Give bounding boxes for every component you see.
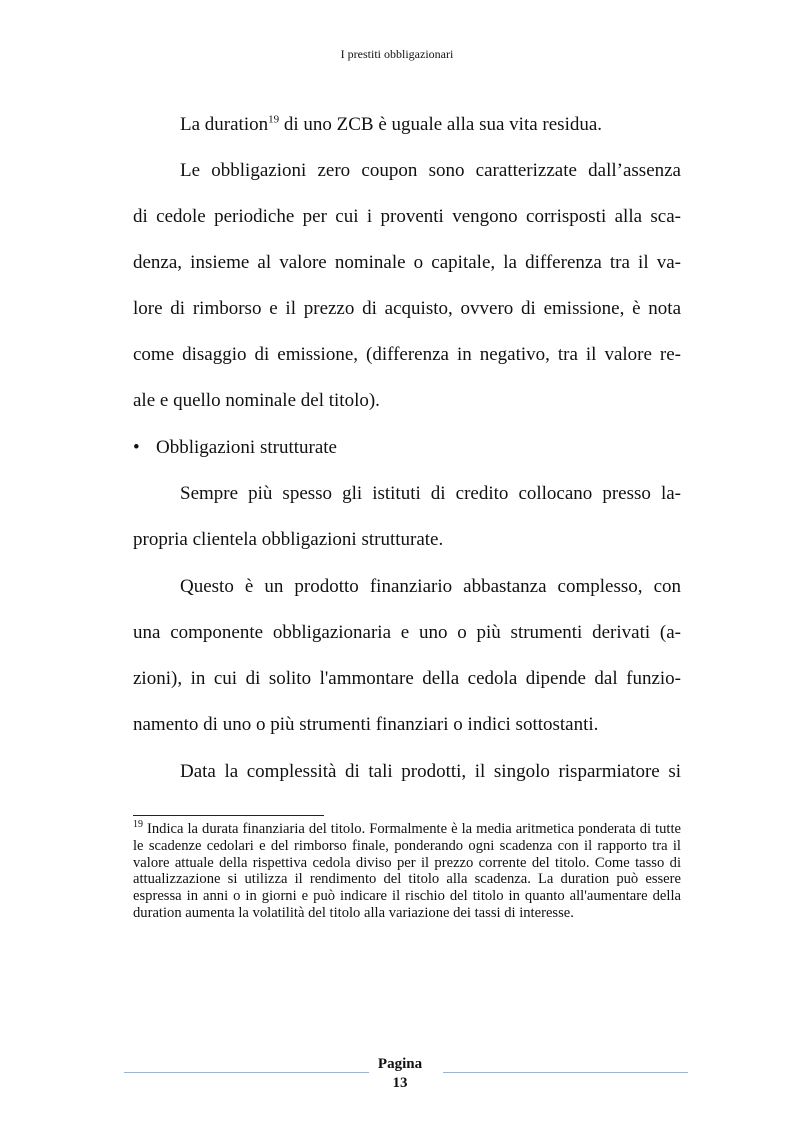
page-number: 13 xyxy=(392,1075,408,1091)
footnote-number: 19 xyxy=(133,819,143,831)
body-line: Le obbligazioni zero coupon sono caratterizzate dall’assenza xyxy=(180,160,681,181)
paragraph-text: di uno ZCB è uguale alla sua vita residua. xyxy=(279,114,603,135)
body-line: Sempre più spesso gli istituti di credito collocano presso la- xyxy=(180,483,681,504)
footnote-19 xyxy=(133,821,681,922)
bullet-item-text: Obbligazioni strutturate xyxy=(156,437,337,458)
body-line: propria clientela obbligazioni strutturate. xyxy=(133,529,444,550)
footer-divider-left xyxy=(124,1072,369,1073)
body-line: lore di rimborso e il prezzo di acquisto, ovvero di emissione, è nota xyxy=(133,298,681,319)
body-line: ale e quello nominale del titolo). xyxy=(133,390,380,411)
paragraph-duration-zcb xyxy=(180,114,681,136)
body-line: una componente obbligazionaria e uno o più strumenti derivati (a- xyxy=(133,622,681,643)
body-line: Data la complessità di tali prodotti, il singolo risparmiatore si xyxy=(180,761,681,782)
page-label: Pagina xyxy=(377,1056,423,1072)
footnote-separator xyxy=(133,815,324,816)
body-line: Questo è un prodotto finanziario abbastanza complesso, con xyxy=(180,576,681,597)
bullet-icon: • xyxy=(133,437,140,458)
footnote-reference[interactable]: 19 xyxy=(268,113,280,126)
body-line: denza, insieme al valore nominale o capitale, la differenza tra il va- xyxy=(133,252,681,273)
body-line: zioni), in cui di solito l'ammontare della cedola dipende dal funzio- xyxy=(133,668,681,689)
footer-divider-right xyxy=(443,1072,688,1073)
body-line: come disaggio di emissione, (differenza in negativo, tra il valore re- xyxy=(133,344,681,365)
running-header: I prestiti obbligazionari xyxy=(340,47,454,61)
body-line: namento di uno o più strumenti finanziari o indici sottostanti. xyxy=(133,714,599,735)
body-line: di cedole periodiche per cui i proventi vengono corrisposti alla sca- xyxy=(133,206,681,227)
page-number-block xyxy=(369,1055,431,1093)
bullet-item xyxy=(133,437,140,459)
footnote-text: Indica la durata finanziaria del titolo. Formalmente è la media aritmetica ponderata di tutte le scadenze cedolari e del rimborso finale, ponderando ogni scadenza con il rapporto tra il valore attuale della rispettiva cedola diviso per il prezzo corrente del titolo. Come tasso di attualizzazione si utilizza il rendimento del titolo alla scadenza. La duration può essere espressa in anni o in giorni e può indicare il rischio del titolo in quanto all'aumentare della duration aumenta la volatilità del titolo alla variazione dei tassi di interesse. xyxy=(133,821,681,921)
paragraph-text: La duration xyxy=(180,114,269,135)
